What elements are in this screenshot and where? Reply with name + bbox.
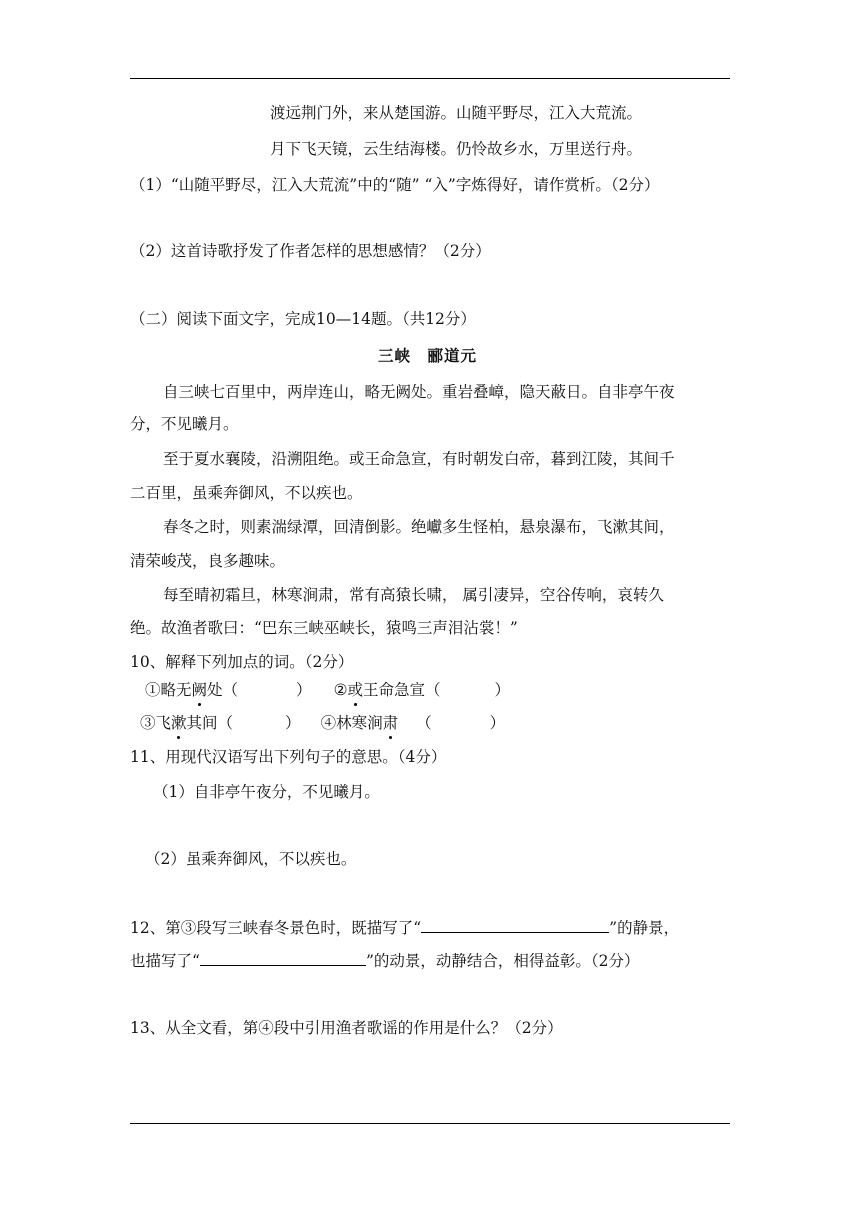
- dotted-char: 或: [347, 681, 363, 699]
- passage-p4-line1: 每至晴初霜旦，林寒涧肃，常有高猿长啸， 属引凄异，空谷传响，哀转久: [163, 586, 664, 604]
- passage-p3-line1: 春冬之时，则素湍绿潭，回清倒影。绝巘多生怪柏，悬泉瀑布，飞漱其间，: [163, 518, 675, 536]
- q10-item-3: ③飞漱其间（ ）: [140, 714, 301, 732]
- question-11-sentence-1: （1）自非亭午夜分，不见曦月。: [153, 783, 380, 801]
- q10-item-1: ①略无阙处（ ）: [145, 681, 312, 699]
- header-rule: [130, 78, 730, 79]
- question-11-sentence-2: （2）虽乘奔御风，不以疾也。: [145, 850, 357, 868]
- poem-line-1: 渡远荆门外，来从楚国游。山随平野尽，江入大荒流。: [270, 104, 643, 122]
- answer-blank[interactable]: [421, 917, 609, 933]
- answer-blank[interactable]: [200, 950, 366, 966]
- footer-rule: [130, 1123, 730, 1124]
- passage-p2-line1: 至于夏水襄陵，沿溯阻绝。或王命急宣，有时朝发白帝，暮到江陵，其间千: [163, 450, 675, 468]
- q10-item-4: ④林寒涧肃 （ ）: [320, 714, 506, 732]
- passage-title: 三峡 郦道元: [378, 346, 478, 365]
- question-11-stem: 11、用现代汉语写出下列句子的意思。（4分）: [130, 748, 447, 766]
- question-13-stem: 13、从全文看，第④段中引用渔者歌谣的作用是什么？（2分）: [130, 1019, 563, 1037]
- question-12-line-1: 12、第③段写三峡春冬景色时，既描写了“ ”的静景，: [130, 919, 680, 937]
- q10-item-2: ②或王命急宣（ ）: [333, 681, 511, 699]
- question-10-row-1: [145, 680, 510, 700]
- poem-line-2: 月下飞天镜，云生结海楼。仍怜故乡水，万里送行舟。: [270, 140, 643, 158]
- passage-p4-line2: 绝。故渔者歌曰：“巴东三峡巫峡长，猿鸣三声泪沾裳！”: [130, 619, 518, 637]
- question-12-line-2: 也描写了“ ”的动景，动静结合，相得益彰。（2分）: [130, 952, 640, 970]
- poem-question-1: （1）“山随平野尽，江入大荒流”中的“随” “入”字炼得好，请作赏析。（2分）: [130, 176, 660, 194]
- question-10-stem: 10、解释下列加点的词。（2分）: [130, 653, 354, 671]
- poem-question-2: （2）这首诗歌抒发了作者怎样的思想感情？（2分）: [130, 242, 491, 260]
- passage-p1-line2: 分，不见曦月。: [130, 415, 239, 433]
- dotted-char: 阙: [191, 681, 208, 699]
- passage-p3-line2: 清荣峻茂，良多趣味。: [130, 552, 286, 570]
- question-10-row-2: [140, 713, 505, 733]
- passage-p1-line1: 自三峡七百里中，两岸连山，略无阙处。重岩叠嶂，隐天蔽日。自非亭午夜: [163, 383, 675, 401]
- section-heading: （二）阅读下面文字，完成10—14题。（共12分）: [130, 310, 476, 328]
- dotted-char: 漱: [171, 714, 187, 732]
- passage-p2-line2: 二百里，虽乘奔御风，不以疾也。: [130, 484, 363, 502]
- dotted-char: 肃: [382, 714, 399, 732]
